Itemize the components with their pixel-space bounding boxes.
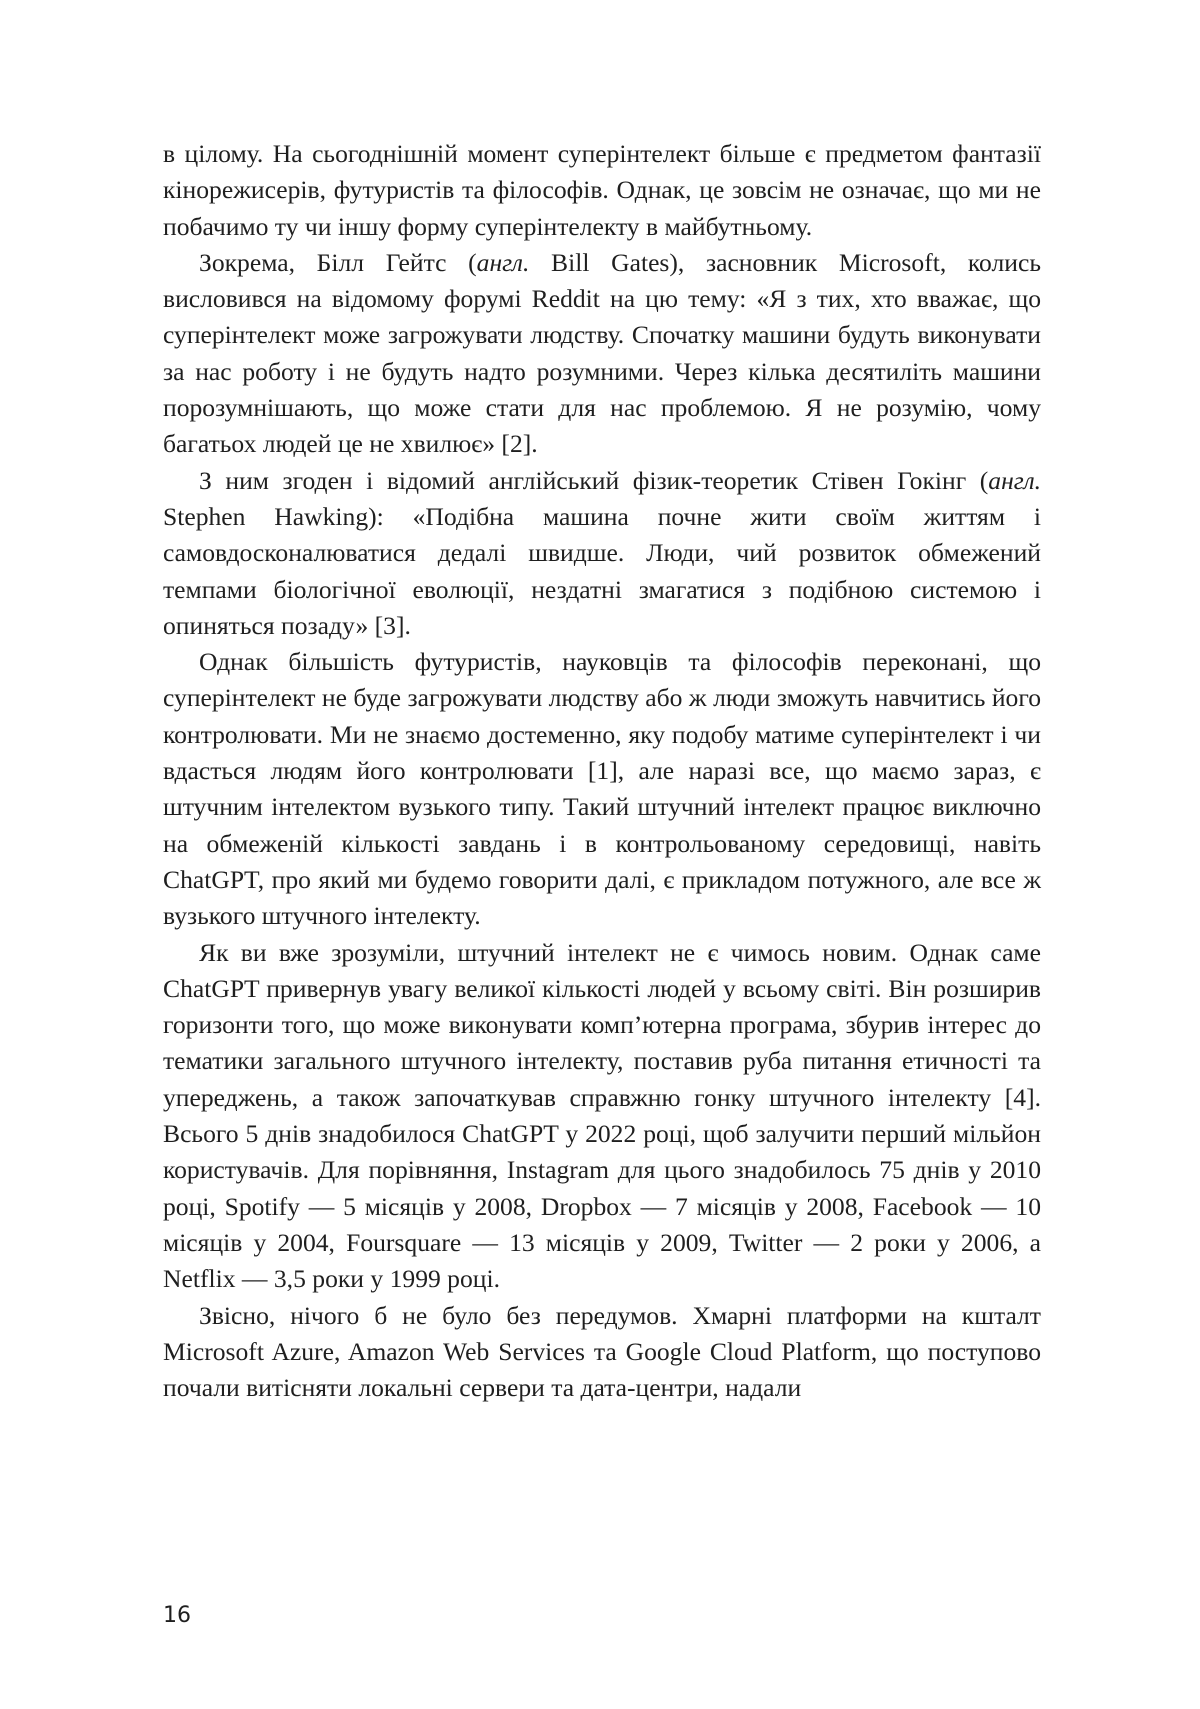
paragraph-3 [163, 463, 1041, 644]
paragraph-2-part-2: Bill Gates), засновник Microsoft, колись висловився на відомому форумі Reddit на цю тему: «Я з тих, хто вважає, що суперінтелект може загрожувати людству. Спочатку машини будуть виконувати за нас роботу і не будуть надто розумними. Через кілька десятиліть машини порозумнішають, що може стати для нас проблемою. Я не розумію, чому багатьох людей це не хвилює» [2]. [163, 247, 1041, 459]
paragraph-3-part-2: Stephen Hawking): «Подібна машина почне жити своїм життям і самовдосконалюватися дедалі швидше. Люди, чий розвиток обмежений темпами біологічної еволюції, нездатні змагатися з подібною системою і опиняться позаду» [3]. [163, 501, 1041, 640]
abbrev-english-1: англ. [476, 247, 530, 277]
page-number: 16 [163, 1603, 191, 1628]
paragraph-3-part-1: З ним згоден і відомий англійський фізик-теоретик Стівен Гокінг ( [199, 465, 989, 495]
body-text [163, 136, 1041, 1406]
abbrev-english-2: англ. [988, 465, 1041, 495]
paragraph-2 [163, 245, 1041, 463]
paragraph-2-part-1: Зокрема, Білл Гейтс ( [199, 247, 477, 277]
paragraph-6: Звісно, нічого б не було без передумов. Хмарні платформи на кшталт Microsoft Azure, Amazon Web Services та Google Cloud Platform, що поступово почали витісняти локальні сервери та дата-центри, надали [163, 1300, 1041, 1403]
paragraph-4: Однак більшість футуристів, науковців та філософів переконані, що суперінтелект не буде загрожувати людству або ж люди зможуть навчитись його контролювати. Ми не знаємо достеменно, яку подобу матиме суперінтелект і чи вдасться людям його контролювати [1], але наразі все, що маємо зараз, є штучним інтелектом вузького типу. Такий штучний інтелект працює виключно на обмеженій кількості завдань і в контрольованому середовищі, навіть ChatGPT, про який ми будемо говорити далі, є прикладом потужного, але все ж вузького штучного інтелекту. [163, 647, 1041, 931]
paragraph-1: в цілому. На сьогоднішній момент суперінтелект більше є предметом фантазії кінорежисерів, футуристів та філософів. Однак, це зовсім не означає, що ми не побачимо ту чи іншу форму суперінтелекту в майбутньому. [163, 139, 1041, 241]
paragraph-5: Як ви вже зрозуміли, штучний інтелект не є чимось новим. Однак саме ChatGPT привернув увагу великої кількості людей у всьому світі. Він розширив горизонти того, що може виконувати комп’ютерна програма, збурив інтерес до тематики загального штучного інтелекту, поставив руба питання етичності та упереджень, а також започаткував справжню гонку штучного інтелекту [4]. Всього 5 днів знадобилося ChatGPT у 2022 році, щоб залучити перший мільйон користувачів. Для порівняння, Instagram для цього знадобилось 75 днів у 2010 році, Spotify — 5 місяців у 2008, Dropbox — 7 місяців у 2008, Facebook — 10 місяців у 2004, Foursquare — 13 місяців у 2009, Twitter — 2 роки у 2006, а Netflix — 3,5 роки у 1999 році. [163, 937, 1041, 1294]
